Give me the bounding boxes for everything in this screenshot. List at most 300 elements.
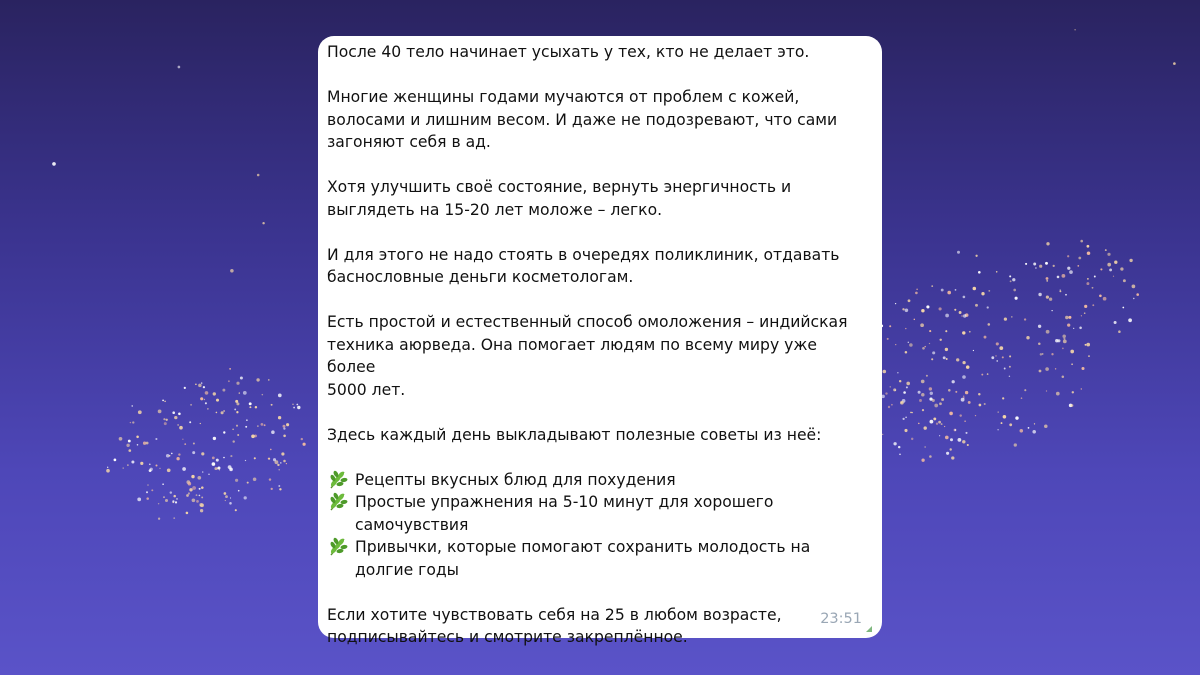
sparkle xyxy=(247,482,249,484)
sparkle xyxy=(911,438,913,440)
sparkle xyxy=(1026,336,1029,339)
sparkle xyxy=(229,502,232,505)
sparkle xyxy=(908,299,911,302)
sparkle xyxy=(192,498,196,502)
sparkle xyxy=(1046,296,1049,299)
sparkle xyxy=(179,426,183,430)
sparkle xyxy=(201,496,203,498)
sparkle xyxy=(1072,391,1074,393)
sparkle xyxy=(281,452,284,455)
sparkle xyxy=(170,491,172,493)
sparkle xyxy=(958,438,962,442)
sparkle xyxy=(1002,397,1004,399)
sparkle xyxy=(922,409,924,411)
sparkle xyxy=(188,492,190,494)
sparkle xyxy=(968,401,971,404)
sparkle xyxy=(1074,29,1075,30)
sparkle xyxy=(203,387,205,389)
sparkle xyxy=(1021,397,1023,399)
sparkle xyxy=(253,478,257,482)
sparkle xyxy=(979,404,982,407)
sparkle xyxy=(162,400,164,402)
sparkle xyxy=(889,325,891,327)
sparkle xyxy=(1034,423,1035,424)
sparkle xyxy=(165,499,168,502)
sparkle xyxy=(1025,263,1027,265)
sparkle xyxy=(921,380,925,384)
sparkle xyxy=(1044,425,1048,429)
sparkle xyxy=(1123,279,1126,282)
sparkle xyxy=(939,307,942,310)
sparkle xyxy=(245,460,246,461)
sparkle xyxy=(966,365,970,369)
sparkle xyxy=(205,391,209,395)
sparkle xyxy=(1092,287,1094,289)
sparkle xyxy=(1122,307,1124,309)
sparkle xyxy=(951,456,954,459)
sparkle xyxy=(1087,278,1089,280)
sparkle xyxy=(1094,276,1096,278)
sparkle xyxy=(924,446,925,447)
sparkle xyxy=(243,391,247,395)
sparkle xyxy=(1038,343,1041,346)
sparkle xyxy=(254,457,256,459)
sparkle xyxy=(178,453,180,455)
sparkle xyxy=(1046,280,1048,282)
sparkle xyxy=(132,421,134,423)
sparkle xyxy=(954,309,956,311)
sparkle xyxy=(283,460,286,463)
sparkle xyxy=(172,500,174,502)
sparkle xyxy=(155,438,157,440)
sparkle xyxy=(1107,263,1111,267)
sparkle xyxy=(1056,392,1060,396)
sparkle xyxy=(146,491,148,493)
sparkle xyxy=(256,378,259,381)
message-bubble xyxy=(318,36,882,646)
sparkle xyxy=(173,495,176,498)
sparkle xyxy=(130,422,131,423)
sparkle xyxy=(1069,270,1073,274)
list-item-text: Привычки, которые помогают сохранить молодость на долгие годы xyxy=(355,538,811,579)
sparkle xyxy=(240,377,243,380)
sparkle xyxy=(245,426,247,428)
sparkle xyxy=(52,162,56,166)
sparkle xyxy=(915,292,918,295)
sparkle xyxy=(949,412,953,416)
sparkle xyxy=(1087,251,1091,255)
sparkle xyxy=(1051,310,1052,311)
sparkle xyxy=(213,437,216,440)
sparkle xyxy=(188,482,192,486)
sparkle xyxy=(941,289,944,292)
sparkle xyxy=(171,453,173,455)
sparkle xyxy=(147,484,149,486)
sparkle xyxy=(200,423,201,424)
sparkle xyxy=(257,174,260,177)
sparkle xyxy=(237,434,239,436)
sparkle xyxy=(899,380,901,382)
sparkle xyxy=(905,351,908,354)
sparkle xyxy=(929,455,932,458)
sparkle xyxy=(271,430,275,434)
sparkle xyxy=(246,419,248,421)
sparkle xyxy=(278,416,281,419)
sparkle xyxy=(946,452,949,455)
sparkle xyxy=(149,463,151,465)
sparkle xyxy=(278,485,280,487)
sparkle xyxy=(929,387,932,390)
sparkle xyxy=(199,495,201,497)
sparkle xyxy=(902,308,904,310)
sparkle xyxy=(1079,327,1082,330)
sparkle xyxy=(961,315,963,317)
sparkle xyxy=(234,408,236,410)
sparkle xyxy=(962,375,966,379)
sparkle xyxy=(988,323,991,326)
sparkle xyxy=(1049,298,1052,301)
message-closing: Если хотите чувствовать себя на 25 в любом возрасте, подписывайтесь и смотрите закреплённое. xyxy=(327,605,782,646)
sparkle xyxy=(155,464,157,466)
sparkle xyxy=(286,423,289,426)
sparkle xyxy=(1086,343,1090,347)
sparkle xyxy=(224,492,227,495)
sparkle xyxy=(920,323,924,327)
sparkle xyxy=(975,304,978,307)
sparkle xyxy=(1100,268,1102,270)
sparkle xyxy=(996,360,997,361)
sparkle xyxy=(270,449,272,451)
sparkle xyxy=(949,448,951,450)
sparkle xyxy=(1011,316,1013,318)
sparkle xyxy=(922,347,925,350)
sparkle xyxy=(1013,289,1016,292)
sparkle xyxy=(930,420,934,424)
sparkle xyxy=(196,494,198,496)
sparkle xyxy=(262,394,264,396)
sparkle xyxy=(1024,389,1026,391)
sparkle xyxy=(981,374,983,376)
sparkle xyxy=(268,458,270,460)
sparkle xyxy=(296,404,298,406)
sparkle xyxy=(1015,416,1018,419)
sparkle xyxy=(200,397,203,400)
list-item xyxy=(327,536,868,581)
sparkle xyxy=(1109,268,1112,271)
sparkle xyxy=(173,517,175,519)
sparkle xyxy=(228,380,230,382)
sparkle xyxy=(178,66,181,69)
sparkle xyxy=(107,467,108,468)
sparkle xyxy=(946,358,948,360)
sparkle xyxy=(277,464,279,466)
sparkle xyxy=(1055,339,1058,342)
sparkle xyxy=(1092,304,1094,306)
sparkle xyxy=(912,412,913,413)
sparkle xyxy=(932,351,935,354)
sparkle xyxy=(975,415,976,416)
sparkle xyxy=(251,434,255,438)
sparkle xyxy=(198,384,202,388)
sparkle xyxy=(904,429,907,432)
message-paragraph: Есть простой и естественный способ омоложения – индийская техника аюрведа. Она помогает людям по всему миру уже более 5000 лет. xyxy=(327,313,848,399)
sparkle xyxy=(1071,404,1074,407)
sparkle xyxy=(218,467,221,470)
sparkle xyxy=(1062,376,1065,379)
list-item-text: Рецепты вкусных блюд для похудения xyxy=(355,470,676,489)
sparkle xyxy=(223,457,225,459)
sparkle xyxy=(914,319,915,320)
sparkle xyxy=(1038,293,1041,296)
sparkle xyxy=(1078,257,1081,260)
sparkle xyxy=(1009,366,1011,368)
message-paragraph: После 40 тело начинает усыхать у тех, кто не делает это. xyxy=(327,43,810,61)
sparkle xyxy=(269,478,271,480)
herb-leaf-icon xyxy=(327,536,349,558)
sparkle xyxy=(888,406,890,408)
sparkle xyxy=(1033,263,1036,266)
sparkle xyxy=(1046,242,1049,245)
sparkle xyxy=(947,291,951,295)
sparkle xyxy=(945,348,948,351)
sparkle xyxy=(176,457,179,460)
sparkle xyxy=(1086,282,1089,285)
sparkle xyxy=(929,398,932,401)
sparkle xyxy=(897,372,898,373)
sparkle xyxy=(193,442,195,444)
sparkle xyxy=(901,402,903,404)
sparkle xyxy=(278,394,282,398)
sparkle xyxy=(196,500,199,503)
sparkle xyxy=(1046,330,1050,334)
sparkle xyxy=(268,379,270,381)
sparkle xyxy=(1107,253,1110,256)
sparkle xyxy=(1010,280,1012,282)
sparkle xyxy=(189,421,191,423)
sparkle xyxy=(292,404,293,405)
sparkle xyxy=(186,494,189,497)
sparkle xyxy=(1081,315,1082,316)
sparkle xyxy=(216,399,219,402)
sparkle xyxy=(1020,429,1024,433)
sparkle xyxy=(1067,255,1069,257)
sparkle xyxy=(957,251,960,254)
sparkle xyxy=(1009,376,1010,377)
sparkle xyxy=(163,496,165,498)
sparkle xyxy=(936,423,938,425)
sparkle xyxy=(1067,267,1070,270)
sparkle xyxy=(984,403,986,405)
sparkle xyxy=(908,342,909,343)
sparkle xyxy=(249,402,252,405)
sparkle xyxy=(223,410,225,412)
sparkle xyxy=(244,496,247,499)
sparkle xyxy=(931,358,933,360)
sparkle xyxy=(192,451,195,454)
sparkle xyxy=(961,398,965,402)
sparkle xyxy=(236,382,239,385)
sparkle xyxy=(945,436,949,440)
list-item xyxy=(327,491,868,536)
sparkle xyxy=(146,497,149,500)
sparkle xyxy=(902,418,904,420)
sparkle xyxy=(216,412,218,414)
sparkle xyxy=(1032,430,1036,434)
sparkle xyxy=(166,419,168,421)
sparkle xyxy=(1002,356,1004,358)
sparkle xyxy=(303,443,306,446)
sparkle xyxy=(204,399,205,400)
sparkle xyxy=(1014,443,1017,446)
sparkle xyxy=(926,305,929,308)
sparkle xyxy=(131,460,134,463)
sparkle xyxy=(1003,415,1007,419)
sparkle xyxy=(159,468,160,469)
sparkle xyxy=(939,402,942,405)
sparkle xyxy=(182,467,186,471)
sparkle xyxy=(921,459,924,462)
sparkle xyxy=(918,423,920,425)
sparkle xyxy=(238,490,240,492)
sparkle xyxy=(965,432,967,434)
sparkle xyxy=(959,311,962,314)
sparkle xyxy=(893,388,896,391)
sparkle xyxy=(1071,363,1073,365)
sparkle xyxy=(1084,312,1086,314)
sparkle xyxy=(963,296,966,299)
sparkle xyxy=(962,440,965,443)
sparkle xyxy=(190,404,192,406)
sparkle xyxy=(1012,278,1015,281)
sparkle xyxy=(963,396,965,398)
sparkle xyxy=(1046,390,1047,391)
sparkle xyxy=(954,429,956,431)
sparkle xyxy=(1055,368,1056,369)
sparkle xyxy=(255,406,257,408)
message-paragraph: Многие женщины годами мучаются от проблем с кожей, волосами и лишним весом. И даже не подозревают, что сами загоняют себя в ад. xyxy=(327,88,838,151)
sparkle xyxy=(138,410,142,414)
sparkle xyxy=(973,287,977,291)
sparkle xyxy=(996,271,998,273)
sparkle xyxy=(1040,353,1042,355)
sparkle xyxy=(945,314,949,318)
sparkle xyxy=(1039,370,1042,373)
sparkle xyxy=(903,391,906,394)
sparkle xyxy=(293,407,295,409)
sparkle xyxy=(919,399,922,402)
sparkle xyxy=(1009,423,1012,426)
sparkle xyxy=(964,421,965,422)
sparkle xyxy=(882,434,883,435)
herb-leaf-icon xyxy=(327,469,349,491)
sparkle xyxy=(988,290,990,292)
sparkle xyxy=(279,488,281,490)
sparkle xyxy=(926,375,928,377)
sparkle xyxy=(978,393,980,395)
sparkle xyxy=(1070,350,1074,354)
sparkle xyxy=(184,443,186,445)
sparkle xyxy=(236,402,239,405)
sparkle xyxy=(924,346,925,347)
sparkle xyxy=(175,501,177,503)
sparkle xyxy=(997,429,998,430)
sparkle xyxy=(158,410,162,414)
sparkle xyxy=(1053,265,1055,267)
sparkle xyxy=(1073,328,1074,329)
sparkle xyxy=(931,285,933,287)
sparkle xyxy=(219,469,220,470)
sparkle xyxy=(229,368,231,370)
sparkle xyxy=(158,503,159,504)
sparkle xyxy=(1024,318,1026,320)
sparkle xyxy=(1004,368,1006,370)
sparkle xyxy=(191,475,194,478)
sparkle xyxy=(1057,276,1060,279)
sparkle xyxy=(164,422,167,425)
sparkle xyxy=(1118,330,1121,333)
sparkle xyxy=(213,392,216,395)
sparkle xyxy=(1114,261,1117,264)
sparkle xyxy=(1038,325,1041,328)
sparkle xyxy=(921,309,924,312)
herb-leaf-icon xyxy=(327,491,349,513)
message-paragraph: Хотя улучшить своё состояние, вернуть энергичность и выглядеть на 15-20 лет моложе – легко. xyxy=(327,178,792,219)
sparkle xyxy=(232,429,234,431)
sparkle xyxy=(151,489,153,491)
sparkle xyxy=(128,440,131,443)
sparkle xyxy=(941,398,944,401)
sparkle xyxy=(933,417,936,420)
sparkle xyxy=(1060,289,1061,290)
sparkle xyxy=(962,331,965,334)
sparkle xyxy=(941,423,943,425)
sparkle xyxy=(978,271,981,274)
sparkle xyxy=(146,442,149,445)
sparkle xyxy=(909,343,913,347)
sparkle xyxy=(137,444,139,446)
sparkle xyxy=(1062,274,1066,278)
sparkle xyxy=(178,413,181,416)
sparkle xyxy=(162,483,164,485)
sparkle xyxy=(997,411,998,412)
sparkle xyxy=(1105,249,1107,251)
message-paragraph: Здесь каждый день выкладывают полезные советы из неё: xyxy=(327,425,822,444)
sparkle xyxy=(934,404,938,408)
sparkle xyxy=(236,411,238,413)
sparkle xyxy=(906,382,910,386)
sparkle xyxy=(939,339,941,341)
sparkle xyxy=(899,454,901,456)
message-paragraph: И для этого не надо стоять в очередях поликлиник, отдавать баснословные деньги косметологам. xyxy=(327,245,840,286)
sparkle xyxy=(297,406,300,409)
sparkle xyxy=(991,356,994,359)
sparkle xyxy=(195,383,197,385)
sparkle xyxy=(189,488,192,491)
sparkle xyxy=(225,500,226,501)
sparkle xyxy=(301,438,303,440)
sparkle xyxy=(1136,293,1139,296)
tips-list xyxy=(327,469,868,582)
sparkle xyxy=(1084,305,1087,308)
message-time: 23:51 xyxy=(820,610,862,627)
sparkle xyxy=(202,471,204,473)
sparkle xyxy=(200,503,204,507)
sparkle xyxy=(890,386,891,387)
sparkle xyxy=(883,370,887,374)
sparkle xyxy=(1081,388,1082,389)
sparkle xyxy=(229,468,232,471)
list-item-text: Простые упражнения на 5-10 минут для хорошего самочувствия xyxy=(355,493,774,534)
